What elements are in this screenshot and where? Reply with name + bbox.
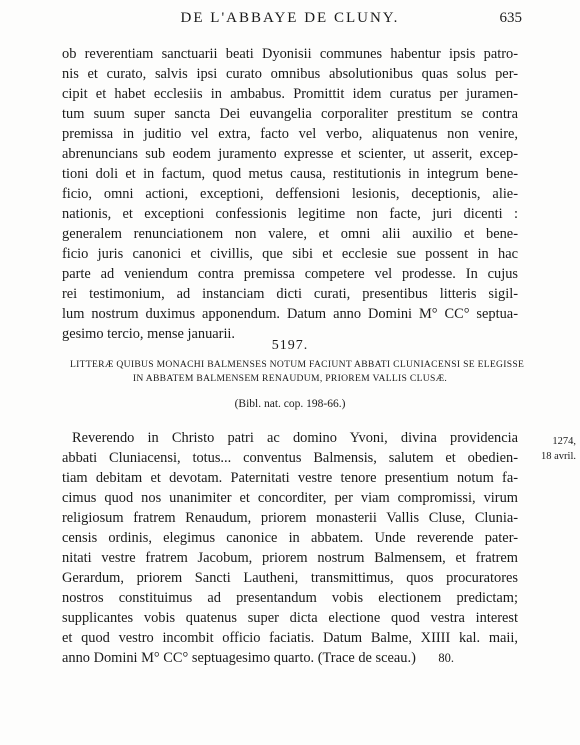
page-number: 635 xyxy=(499,10,522,26)
text-line: tioni doli et in factum, quod metus causa, restitutionis in integrum bene- xyxy=(62,166,518,182)
text-line: premissa in juditio vel extra, facto vel verbo, aliquatenus non venire, xyxy=(62,126,518,142)
text-line: lum nostrum duximus apponendum. Datum anno Domini M° CC° septua- xyxy=(62,306,518,322)
text-line: ficio, omni actioni, exceptioni, deffensioni lesionis, deceptionis, alie- xyxy=(62,186,518,202)
text-line: et quod vestro incombit officio faciatis. Datum Balme, XIIII kal. maii, xyxy=(62,630,518,646)
text-line: censis ordinis, elegimus canonice in abbatem. Unde reverende pater- xyxy=(62,530,518,546)
text-line: abbati Cluniacensi, totus... conventus Balmensis, salutem et obedien- xyxy=(62,450,518,466)
text-line: abrenuncians sub eodem juramento expresse et scienter, ut asserit, excep- xyxy=(62,146,518,162)
margin-date-note xyxy=(524,434,576,464)
text-line: generalem renunciationem non valere, et omni alii auxilio et bene- xyxy=(62,226,518,242)
text-line: nis et curato, salvis ipsi curato omnibus absolutionibus quas solus per- xyxy=(62,66,518,82)
folio-mark: 80. xyxy=(438,651,454,665)
text-line: Gerardum, priorem Sancti Lautheni, transmittimus, quos procuratores xyxy=(62,570,518,586)
text-line: rei testimonium, ad instanciam dicti curati, presentibus litteris sigil- xyxy=(62,286,518,302)
charter-title-line: IN ABBATEM BALMENSEM RENAUDUM, PRIOREM VALLIS CLUSÆ. xyxy=(132,373,448,384)
text-line: parte ad veniendum contra premissa competere vel prodesse. In cujus xyxy=(62,266,518,282)
charter-title-line: LITTERÆ QUIBUS MONACHI BALMENSES NOTUM FACIUNT ABBATI CLUNIACENSI SE ELEGISSE xyxy=(70,359,525,370)
text-line: nitati vestre fratrem Jacobum, priorem nostrum Balmensem, et fratrem xyxy=(62,550,518,566)
running-title: DE L'ABBAYE DE CLUNY. xyxy=(180,10,400,26)
text-line: tiam debitam et devotam. Paternitati vestre tenore presentium notum fa- xyxy=(62,470,518,486)
charter-text xyxy=(62,428,518,668)
text-line: nostros constituimus ad presentandum vobis electionem predictam; xyxy=(62,590,518,606)
text-line: cimus quod nos unanimiter et concorditer, per viam compromissi, virum xyxy=(62,490,518,506)
text-line: Reverendo in Christo patri ac domino Yvoni, divina providencia xyxy=(72,430,518,446)
margin-year: 1274, xyxy=(552,436,576,447)
text-line: religiosum fratrem Renaudum, priorem monasterii Vallis Cluse, Clunia- xyxy=(62,510,518,526)
text-line: ob reverentiam sanctuarii beati Dyonisii communes habentur ipsis patro- xyxy=(62,46,518,62)
charter-number: 5197. xyxy=(271,338,309,353)
source-reference: (Bibl. nat. cop. 198-66.) xyxy=(234,398,346,410)
charter-title xyxy=(70,358,525,386)
text-line: nationis, et exceptioni confessionis legitime non facte, juri dicenti : xyxy=(62,206,518,222)
text-line: gesimo tercio, mense januarii. xyxy=(62,326,236,342)
text-line: cipit et habet ecclesiis in ambabus. Promittit idem curatus per juramen- xyxy=(62,86,518,102)
text-line: supplicantes vobis quatenus super dicta electione quod vestra interest xyxy=(62,610,518,626)
margin-day: 18 avril. xyxy=(541,451,576,462)
paragraph-continued xyxy=(62,44,518,344)
text-line: tum suum super sancta Dei euvangelia corporaliter prestitum se contra xyxy=(62,106,518,122)
running-head xyxy=(0,10,580,30)
text-line: anno Domini M° CC° septuagesimo quarto. (Trace de sceau.) xyxy=(62,650,416,666)
text-line: ficio juris canonici et civillis, que sibi et ecclesie sue possent in hac xyxy=(62,246,518,262)
